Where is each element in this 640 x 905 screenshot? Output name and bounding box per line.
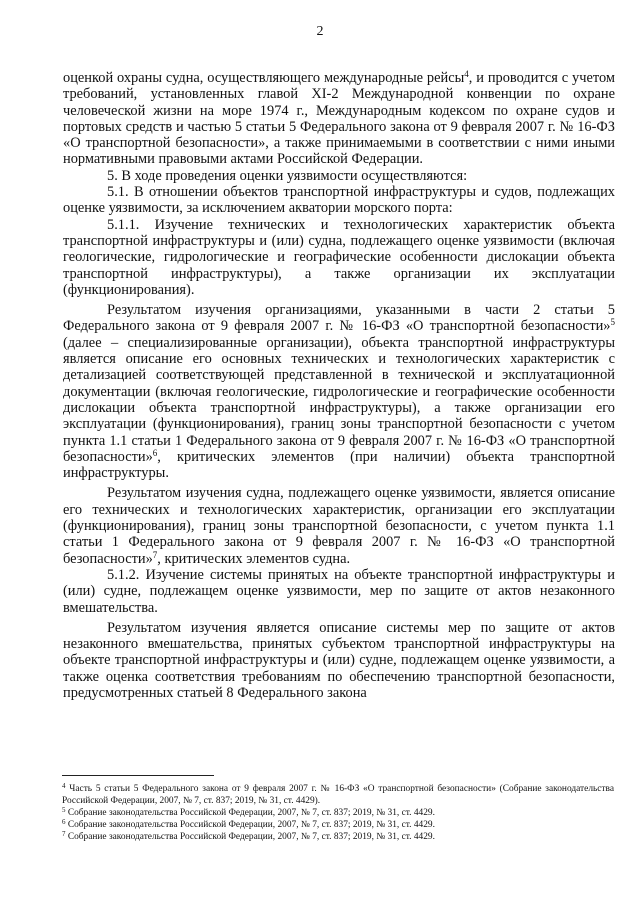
footnote-7 [62,831,614,843]
paragraph-text: , и проводится с учетом требований, установленных главой XI-2 Международной конвенции по охране человеческой жизни на море 1974 г., Международным кодексом по охране судов и портовых средств и частью 5 статьи 5 Федерального закона от 9 февраля 2007 г. № 16-ФЗ «О транспортной безопасности», а также принимаемыми в соответствии с ними иными нормативными правовыми актами Российской Федерации. [63,70,615,168]
paragraph-1-continuation [63,70,615,168]
footnote-6 [62,819,614,831]
paragraph-text: (далее – специализированные организации), объекта транспортной инфраструктуры является описание его основных технических и технологических характеристик с детализацией соответствующей представленной в технической и эксплуатационной документации (включая геологические, гидрологические и географические особенности дислокации объекта транспортной инфраструктуры), а также организации его эксплуатации (функционирования), границ зоны транспортной безопасности с учетом пункта 1.1 статьи 1 Федерального закона от 9 февраля 2007 г. № 16-ФЗ «О транспортной безопасности» [63,334,615,465]
page-number: 2 [316,24,324,39]
paragraph-item-5-1: 5.1. В отношении объектов транспортной инфраструктуры и судов, подлежащих оценке уязвимости, за исключением акватории морского порта: [63,184,615,217]
paragraph-item-5-1-2: 5.1.2. Изучение системы принятых на объекте транспортной инфраструктуры и (или) судне, подлежащем оценке уязвимости, мер по защите от актов незаконного вмешательства. [63,566,615,616]
paragraph-text: Результатом изучения судна, подлежащего оценке уязвимости, является описание его технических и технологических характеристик, организации его эксплуатации (функционирования), границ зоны транспортной безопасности, с учетом пункта 1.1 статьи 1 Федерального закона от 9 февраля 2007 г. № 16-ФЗ «О транспортной безопасности» [63,485,615,567]
footnote-5 [62,807,614,819]
footnote-text: Собрание законодательства Российской Федерации, 2007, № 7, ст. 837; 2019, № 31, ст. 4429. [65,820,435,830]
footnote-number: 4 [62,782,66,790]
paragraph-item-5-1-1: 5.1.1. Изучение технических и технологических характеристик объекта транспортной инфраструктуры и (или) судна, подлежащего оценке уязвимости (включая геологические, гидрологические и географические особенности дислокации объекта транспортной инфраструктуры), а также организации их эксплуатации (функционирования). [63,216,615,298]
footnote-4 [62,783,614,807]
footnote-text: Собрание законодательства Российской Федерации, 2007, № 7, ст. 837; 2019, № 31, ст. 4429. [65,808,435,818]
paragraph-result-infrastructure [63,302,615,481]
footnote-number: 6 [62,818,66,826]
footnote-ref-5: 5 [610,317,615,328]
paragraph-text: оценкой охраны судна, осуществляющего международные рейсы [63,70,465,86]
footnote-divider [62,775,214,776]
paragraph-text: , критических элементов (при наличии) объекта транспортной инфраструктуры. [63,448,615,482]
footnotes [62,783,614,843]
footnote-ref-4: 4 [464,69,469,79]
footnote-text: Собрание законодательства Российской Федерации, 2007, № 7, ст. 837; 2019, № 31, ст. 4429. [65,832,435,842]
paragraph-item-5: 5. В ходе проведения оценки уязвимости осуществляются: [107,167,468,184]
footnote-ref-7: 7 [152,549,158,560]
paragraph-text: , критических элементов судна. [157,550,351,567]
footnote-number: 7 [62,830,66,838]
paragraph-result-measures: Результатом изучения является описание системы мер по защите от актов незаконного вмешательства, принятых субъектом транспортной инфраструктуры на объекте транспортной инфраструктуры и (или) судне, подлежащем оценке уязвимости, а также оценка соответствия требованиям по обеспечению транспортной безопасности, предусмотренных статьей 8 Федерального закона [63,619,615,701]
footnote-text: Часть 5 статьи 5 Федерального закона от 9 февраля 2007 г. № 16-ФЗ «О транспортной безопасности» (Собрание законодательства Российской Федерации, 2007, № 7, ст. 837; 2019, № 31, ст. 4429). [62,784,614,806]
footnote-ref-6: 6 [152,447,158,458]
paragraph-text: Результатом изучения организациями, указанными в части 2 статьи 5 Федерального закона от 9 февраля 2007 г. № 16-ФЗ «О транспортной безопасности» [63,302,615,335]
footnote-number: 5 [62,806,66,814]
document-body [63,70,615,701]
paragraph-result-vessel [63,485,615,566]
